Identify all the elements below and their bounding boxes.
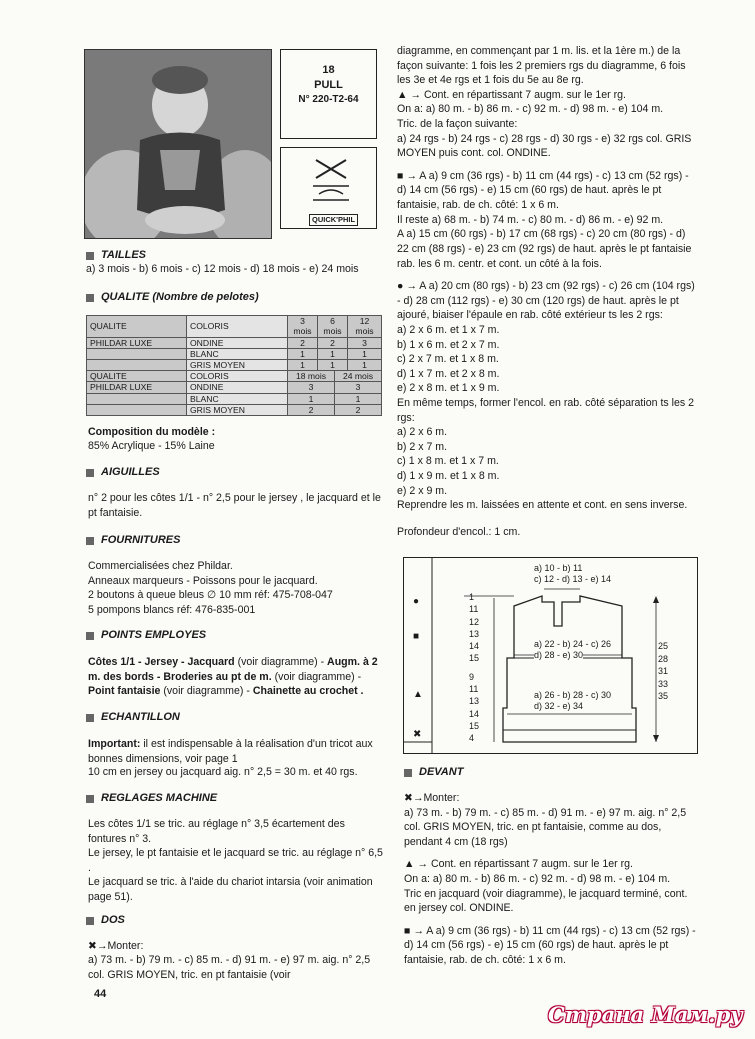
aiguilles-text: n° 2 pour les côtes 1/1 - n° 2,5 pour le jersey , le jacquard et le pt fantaisie.: [88, 492, 381, 519]
pattern-number: 18: [322, 64, 335, 76]
section-points: POINTS EMPLOYES: [86, 628, 206, 643]
diagram-low-label-2: d) 32 - e) 34: [534, 701, 584, 711]
watermark-logo: Страна Мам.ру: [548, 1002, 743, 1027]
section-fournitures: FOURNITURES: [86, 533, 180, 548]
pattern-type: PULL: [314, 79, 343, 92]
pattern-ref: N° 220-T2-64: [298, 94, 359, 106]
diagram-top-label-2: c) 12 - d) 13 - e) 14: [534, 574, 612, 584]
section-echantillon: ECHANTILLON: [86, 710, 180, 725]
points-text: Côtes 1/1 - Jersey - Jacquard (voir diagramme) - Augm. à 2 m. des bords - Broderies au pt de m. (voir diagramme) - Point fantaisie (voir diagramme) - Chainette au crochet .: [88, 656, 378, 698]
quickphil-box: [280, 147, 377, 229]
diagram-left-scale: 1 11 12 13 14 15 9 11 13 14 15 4: [469, 592, 480, 744]
section-devant: DEVANT: [404, 765, 463, 780]
diagram-symbol-cross: ✖: [413, 729, 422, 740]
reglages-text: Les côtes 1/1 se tric. au réglage n° 3,5 écartement des fontures n° 3. Le jersey, le pt fantaisie et le jacquard se tric. au réglage n° 6,5 . Le jacquard se tric. à l'aide du chariot intarsia (voir animation page 51).: [88, 818, 383, 904]
diagram-symbol-triangle: ▲: [413, 689, 423, 700]
page-number: 44: [94, 988, 107, 1000]
composition-title: Composition du modèle :: [88, 426, 216, 438]
section-qualite: QUALITE (Nombre de pelotes): [86, 290, 259, 305]
composition-text: 85% Acrylique - 15% Laine: [88, 440, 215, 452]
section-tailles: TAILLES: [86, 248, 146, 263]
diagram-low-label-1: a) 26 - b) 28 - c) 30: [534, 690, 612, 700]
diagram-right-scale: 25 28 31 33 35: [658, 641, 669, 701]
diagram-mid-label-2: d) 28 - e) 30: [534, 650, 584, 660]
qualite-table-2: QUALITE COLORIS 18 mois 24 mois PHILDAR LUXE ONDINE 3 3 BLANC 1 1 GRIS MOYEN 2 2: [86, 370, 382, 416]
qualite-table-1: QUALITE COLORIS 3 mois 6 mois 12 mois PHILDAR LUXE ONDINE 2 2 3 BLANC 1 1 1 GRIS MOYEN 1 1 1: [86, 315, 382, 372]
diagram-top-label-1: a) 10 - b) 11: [534, 563, 583, 573]
section-aiguilles: AIGUILLES: [86, 465, 160, 480]
echantillon-text: Important: il est indispensable à la réalisation d'un tricot aux bonnes dimensions, voir page 1: [88, 738, 373, 765]
diagram-symbol-circle: ●: [413, 596, 420, 607]
section-dos: DOS: [86, 913, 125, 928]
diagram-mid-label-1: a) 22 - b) 24 - c) 26: [534, 639, 612, 649]
quickphil-label: QUICK'PHIL: [309, 214, 358, 226]
baby-photo: [84, 49, 272, 239]
devant-text: ✖→Monter: a) 73 m. - b) 79 m. - c) 85 m. - d) 91 m. - e) 97 m. aig. n° 2,5 col. GRIS MOYEN, tric. en pt fantaisie, comme au dos, pendant 4 cm (18 rgs) ▲ → Cont. en répartissant 7 augm. sur le 1er rg. On a: a) 80 m. - b) 86 m. - c) 92 m. - d) 98 m. - e) 104 m. Tric en jacquard (voir diagramme), le jacquard terminé, cont. en jersey col. ONDINE. ■ → A a) 9 cm (36 rgs) - b) 11 cm (44 rgs) - c) 13 cm (52 rgs) - d) 14 cm (56 rgs) - e) 15 cm (60 rgs) de haut. après le pt fantaisie, rab. de ch. côté: 1 x 6 m.: [404, 792, 696, 967]
echantillon-gauge: 10 cm en jersey ou jacquard aig. n° 2,5 = 30 m. et 40 rgs.: [88, 766, 358, 778]
diagram-symbol-square: ■: [413, 631, 420, 642]
fournitures-text: Commercialisées chez Phildar. Anneaux marqueurs - Poissons pour le jacquard. 2 boutons à queue bleus ∅ 10 mm réf: 475-708-047 5 pompons blancs réf: 476-835-001: [88, 560, 333, 616]
pattern-header-box: [280, 49, 377, 139]
schematic-diagram: [403, 557, 698, 754]
needles-icon: [311, 156, 351, 202]
section-reglages: REGLAGES MACHINE: [86, 791, 217, 806]
dos-monter: ✖→Monter:: [88, 940, 144, 952]
dos-text: a) 73 m. - b) 79 m. - c) 85 m. - d) 91 m. - e) 97 m. aig. n° 2,5 col. GRIS MOYEN, tric. en pt fantaisie (voir: [88, 954, 371, 981]
right-column-text: diagramme, en commençant par 1 m. lis. et la 1ère m.) de la façon suivante: 1 fois les 2 premiers rgs du diagramme, 6 fois les 3e et 4e rgs et 1 fois du 5e au 8e rg. ▲ → Cont. en répartissant 7 augm. sur le 1er rg. On a: a) 80 m. - b) 86 m. - c) 92 m. - d) 98 m. - e) 104 m. Tric. de la façon suivante: a) 24 rgs - b) 24 rgs - c) 28 rgs - d) 30 rgs - e) 32 rgs col. GRIS MOYEN puis cont. col. ONDINE. ■ → A a) 9 cm (36 rgs) - b) 11 cm (44 rgs) - c) 13 cm (52 rgs) - d) 14 cm (56 rgs) - e) 15 cm (60 rgs) de haut. après le pt fantaisie, rab. de ch. côté: 1 x 6 m. Il reste a) 68 m. - b) 74 m. - c) 80 m. - d) 86 m. - e) 92 m. A a) 15 cm (60 rgs) - b) 17 cm (68 rgs) - c) 20 cm (80 rgs) - d) 22 cm (88 rgs) - e) 23 cm (92 rgs) de haut. après le pt fantaisie rab. les 6 m. centr. et cont. un côté à la fois. ● → A a) 20 cm (80 rgs) - b) 23 cm (92 rgs) - c) 26 cm (104 rgs) - d) 28 cm (112 rgs) - e) 30 cm (120 rgs) de haut. après le pt ajouré, biaiser l'épaule en rab. côté extérieur ts les 2 rgs: a) 2 x 6 m. et 1 x 7 m. b) 1 x 6 m. et 2 x 7 m. c) 2 x 7 m. et 1 x 8 m. d) 1 x 7 m. et 2 x 8 m. e) 2 x 8 m. et 1 x 9 m. En même temps, former l'encol. en rab. côté séparation ts les 2 rgs: a) 2 x 6 m. b) 2 x 7 m. c) 1 x 8 m. et 1 x 7 m. d) 1 x 9 m. et 1 x 8 m. e) 2 x 9 m. Reprendre les m. laissées en attente et cont. en sens inverse. Profondeur d'encol.: 1 cm.: [397, 45, 695, 538]
tailles-text: a) 3 mois - b) 6 mois - c) 12 mois - d) 18 mois - e) 24 mois: [86, 263, 359, 275]
